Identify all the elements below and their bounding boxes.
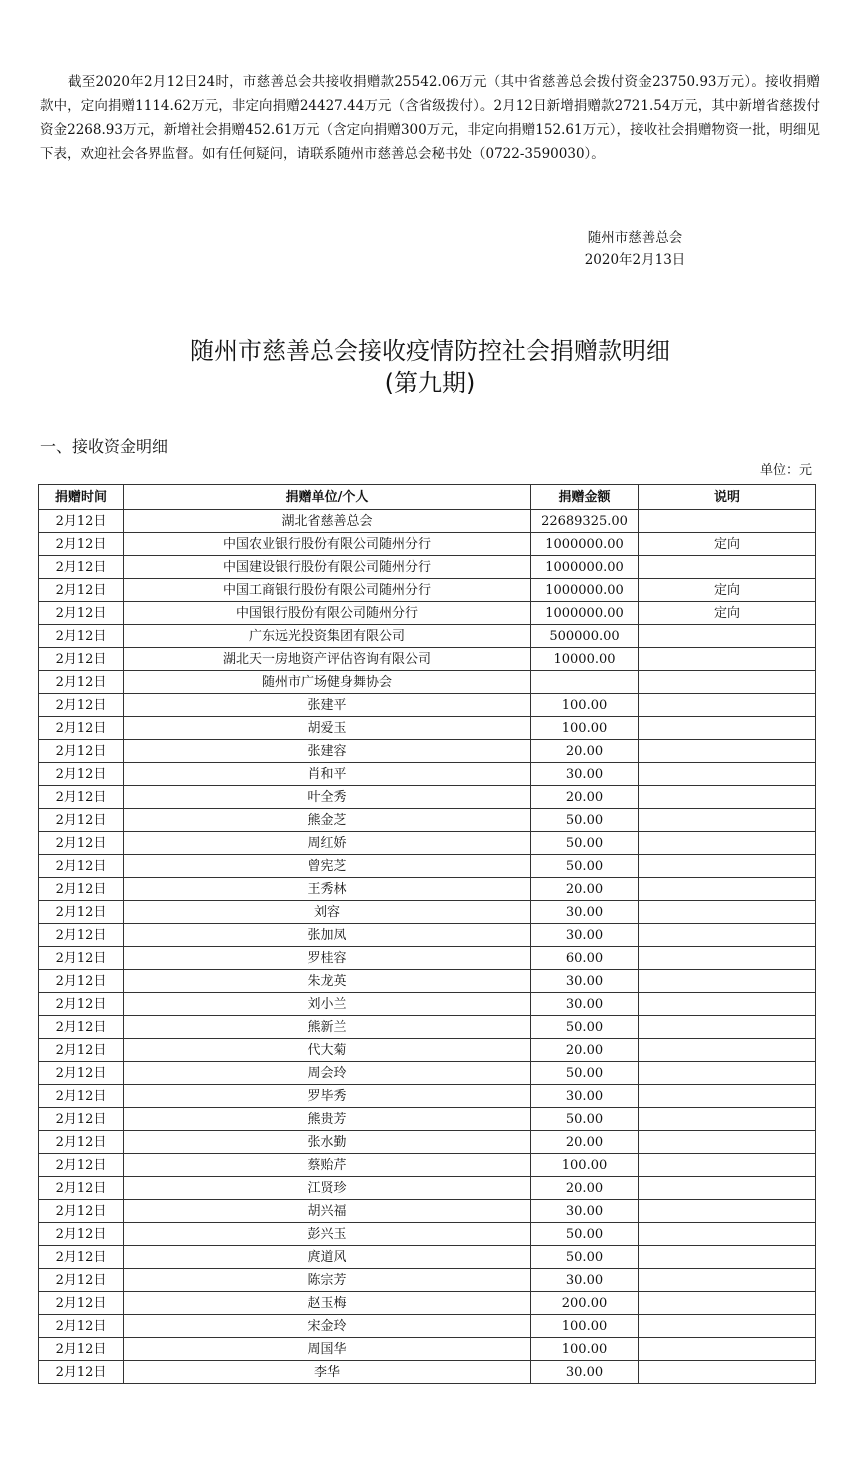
table-row bbox=[39, 1154, 816, 1177]
cell-amount: 50.00 bbox=[531, 1062, 639, 1085]
cell-note bbox=[639, 1338, 816, 1361]
cell-time: 2月12日 bbox=[39, 1223, 124, 1246]
table-row bbox=[39, 1016, 816, 1039]
cell-note bbox=[639, 1039, 816, 1062]
cell-amount: 50.00 bbox=[531, 1108, 639, 1131]
table-row bbox=[39, 1338, 816, 1361]
notice-paragraph: 截至2020年2月12日24时，市慈善总会共接收捐赠款25542.06万元（其中省慈善总会拨付资金23750.93万元）。接收捐赠款中，定向捐赠1114.62万元，非定向捐赠24427.44万元（含省级拨付）。2月12日新增捐赠款2721.54万元，其中新增省慈拨付资金2268.93万元，新增社会捐赠452.61万元（含定向捐赠300万元，非定向捐赠152.61万元），接收社会捐赠物资一批，明细见下表，欢迎社会各界监督。如有任何疑问，请联系随州市慈善总会秘书处（0722-3590030）。 bbox=[40, 74, 820, 162]
cell-donor: 肖和平 bbox=[124, 763, 531, 786]
cell-donor: 胡兴福 bbox=[124, 1200, 531, 1223]
cell-note bbox=[639, 786, 816, 809]
cell-donor: 朱龙英 bbox=[124, 970, 531, 993]
cell-time: 2月12日 bbox=[39, 832, 124, 855]
cell-donor: 曾宪芝 bbox=[124, 855, 531, 878]
cell-amount: 100.00 bbox=[531, 717, 639, 740]
cell-donor: 中国农业银行股份有限公司随州分行 bbox=[124, 533, 531, 556]
table-row bbox=[39, 855, 816, 878]
cell-donor: 湖北天一房地资产评估咨询有限公司 bbox=[124, 648, 531, 671]
table-row bbox=[39, 786, 816, 809]
cell-donor: 张建容 bbox=[124, 740, 531, 763]
cell-time: 2月12日 bbox=[39, 1315, 124, 1338]
cell-time: 2月12日 bbox=[39, 1361, 124, 1384]
cell-donor: 张水勤 bbox=[124, 1131, 531, 1154]
cell-note bbox=[639, 924, 816, 947]
cell-donor: 熊贵芳 bbox=[124, 1108, 531, 1131]
cell-note bbox=[639, 993, 816, 1016]
cell-note bbox=[639, 1016, 816, 1039]
cell-amount: 30.00 bbox=[531, 1361, 639, 1384]
cell-amount: 30.00 bbox=[531, 924, 639, 947]
cell-donor: 刘容 bbox=[124, 901, 531, 924]
table-row bbox=[39, 1292, 816, 1315]
table-row bbox=[39, 1039, 816, 1062]
cell-time: 2月12日 bbox=[39, 1338, 124, 1361]
cell-note bbox=[639, 1200, 816, 1223]
table-row bbox=[39, 1177, 816, 1200]
table-row bbox=[39, 717, 816, 740]
cell-amount: 50.00 bbox=[531, 855, 639, 878]
cell-amount: 100.00 bbox=[531, 1154, 639, 1177]
cell-donor: 庹道风 bbox=[124, 1246, 531, 1269]
cell-donor: 周国华 bbox=[124, 1338, 531, 1361]
table-row bbox=[39, 579, 816, 602]
cell-donor: 蔡贻芹 bbox=[124, 1154, 531, 1177]
cell-donor: 彭兴玉 bbox=[124, 1223, 531, 1246]
cell-note bbox=[639, 625, 816, 648]
cell-note bbox=[639, 1315, 816, 1338]
table-row bbox=[39, 1315, 816, 1338]
cell-note bbox=[639, 556, 816, 579]
cell-time: 2月12日 bbox=[39, 648, 124, 671]
cell-amount: 20.00 bbox=[531, 1039, 639, 1062]
cell-donor: 代大菊 bbox=[124, 1039, 531, 1062]
cell-donor: 中国工商银行股份有限公司随州分行 bbox=[124, 579, 531, 602]
table-row bbox=[39, 993, 816, 1016]
cell-donor: 张加凤 bbox=[124, 924, 531, 947]
cell-note bbox=[639, 878, 816, 901]
header-note: 说明 bbox=[639, 485, 816, 510]
cell-amount: 50.00 bbox=[531, 1016, 639, 1039]
cell-donor: 熊新兰 bbox=[124, 1016, 531, 1039]
table-row bbox=[39, 556, 816, 579]
cell-note bbox=[639, 763, 816, 786]
cell-time: 2月12日 bbox=[39, 1177, 124, 1200]
cell-donor: 陈宗芳 bbox=[124, 1269, 531, 1292]
cell-time: 2月12日 bbox=[39, 533, 124, 556]
cell-donor: 周红娇 bbox=[124, 832, 531, 855]
table-row bbox=[39, 1361, 816, 1384]
cell-note bbox=[639, 1361, 816, 1384]
cell-note bbox=[639, 1131, 816, 1154]
cell-amount: 30.00 bbox=[531, 970, 639, 993]
cell-amount: 20.00 bbox=[531, 786, 639, 809]
cell-time: 2月12日 bbox=[39, 1085, 124, 1108]
header-amount: 捐赠金额 bbox=[531, 485, 639, 510]
donation-table bbox=[38, 484, 816, 1384]
cell-amount: 60.00 bbox=[531, 947, 639, 970]
cell-donor: 罗桂容 bbox=[124, 947, 531, 970]
cell-time: 2月12日 bbox=[39, 786, 124, 809]
cell-amount: 30.00 bbox=[531, 763, 639, 786]
cell-amount: 500000.00 bbox=[531, 625, 639, 648]
cell-note bbox=[639, 809, 816, 832]
cell-time: 2月12日 bbox=[39, 924, 124, 947]
cell-amount: 20.00 bbox=[531, 878, 639, 901]
cell-donor: 胡爱玉 bbox=[124, 717, 531, 740]
cell-donor: 张建平 bbox=[124, 694, 531, 717]
cell-donor: 中国建设银行股份有限公司随州分行 bbox=[124, 556, 531, 579]
cell-amount: 22689325.00 bbox=[531, 510, 639, 533]
table-row bbox=[39, 878, 816, 901]
cell-amount: 30.00 bbox=[531, 1269, 639, 1292]
cell-donor: 湖北省慈善总会 bbox=[124, 510, 531, 533]
cell-amount: 30.00 bbox=[531, 1200, 639, 1223]
table-row bbox=[39, 1085, 816, 1108]
cell-note bbox=[639, 1085, 816, 1108]
cell-note bbox=[639, 1223, 816, 1246]
cell-amount: 30.00 bbox=[531, 1085, 639, 1108]
table-row bbox=[39, 947, 816, 970]
cell-note bbox=[639, 855, 816, 878]
cell-amount bbox=[531, 671, 639, 694]
cell-time: 2月12日 bbox=[39, 717, 124, 740]
cell-donor: 江贤珍 bbox=[124, 1177, 531, 1200]
cell-time: 2月12日 bbox=[39, 1292, 124, 1315]
table-row bbox=[39, 809, 816, 832]
cell-donor: 宋金玲 bbox=[124, 1315, 531, 1338]
table-row bbox=[39, 970, 816, 993]
cell-time: 2月12日 bbox=[39, 763, 124, 786]
cell-amount: 50.00 bbox=[531, 832, 639, 855]
table-header-row bbox=[39, 485, 816, 510]
cell-amount: 200.00 bbox=[531, 1292, 639, 1315]
cell-time: 2月12日 bbox=[39, 1016, 124, 1039]
table-row bbox=[39, 901, 816, 924]
cell-time: 2月12日 bbox=[39, 625, 124, 648]
cell-amount: 1000000.00 bbox=[531, 533, 639, 556]
cell-note bbox=[639, 1108, 816, 1131]
section-title: 一、接收资金明细 bbox=[40, 437, 169, 456]
header-time: 捐赠时间 bbox=[39, 485, 124, 510]
issue-number: (第九期) bbox=[384, 369, 476, 397]
cell-amount: 30.00 bbox=[531, 993, 639, 1016]
table-row bbox=[39, 1200, 816, 1223]
cell-note bbox=[639, 947, 816, 970]
notice-date: 2020年2月13日 bbox=[584, 252, 686, 268]
signer-organization: 随州市慈善总会 bbox=[587, 230, 683, 246]
table-row bbox=[39, 1062, 816, 1085]
cell-time: 2月12日 bbox=[39, 1200, 124, 1223]
cell-time: 2月12日 bbox=[39, 1269, 124, 1292]
table-row bbox=[39, 671, 816, 694]
cell-time: 2月12日 bbox=[39, 809, 124, 832]
table-row bbox=[39, 740, 816, 763]
table-row bbox=[39, 924, 816, 947]
cell-amount: 100.00 bbox=[531, 694, 639, 717]
cell-amount: 20.00 bbox=[531, 740, 639, 763]
cell-donor: 赵玉梅 bbox=[124, 1292, 531, 1315]
cell-time: 2月12日 bbox=[39, 878, 124, 901]
cell-note bbox=[639, 648, 816, 671]
cell-time: 2月12日 bbox=[39, 1154, 124, 1177]
cell-note bbox=[639, 510, 816, 533]
cell-time: 2月12日 bbox=[39, 1062, 124, 1085]
cell-time: 2月12日 bbox=[39, 1108, 124, 1131]
cell-note: 定向 bbox=[639, 602, 816, 625]
cell-note: 定向 bbox=[639, 579, 816, 602]
cell-donor: 周会玲 bbox=[124, 1062, 531, 1085]
cell-amount: 100.00 bbox=[531, 1338, 639, 1361]
table-row bbox=[39, 533, 816, 556]
header-donor: 捐赠单位/个人 bbox=[124, 485, 531, 510]
cell-note bbox=[639, 694, 816, 717]
cell-note bbox=[639, 1292, 816, 1315]
cell-amount: 1000000.00 bbox=[531, 556, 639, 579]
table-row bbox=[39, 648, 816, 671]
cell-amount: 50.00 bbox=[531, 1246, 639, 1269]
table-row bbox=[39, 1269, 816, 1292]
cell-donor: 叶全秀 bbox=[124, 786, 531, 809]
cell-note bbox=[639, 901, 816, 924]
cell-time: 2月12日 bbox=[39, 1131, 124, 1154]
cell-time: 2月12日 bbox=[39, 947, 124, 970]
cell-note bbox=[639, 671, 816, 694]
cell-amount: 50.00 bbox=[531, 809, 639, 832]
table-row bbox=[39, 832, 816, 855]
cell-note bbox=[639, 832, 816, 855]
table-row bbox=[39, 625, 816, 648]
table-row bbox=[39, 694, 816, 717]
cell-amount: 20.00 bbox=[531, 1131, 639, 1154]
cell-note bbox=[639, 1062, 816, 1085]
table-row bbox=[39, 602, 816, 625]
cell-donor: 王秀林 bbox=[124, 878, 531, 901]
cell-note bbox=[639, 1177, 816, 1200]
cell-time: 2月12日 bbox=[39, 579, 124, 602]
table-row bbox=[39, 510, 816, 533]
page-title: 随州市慈善总会接收疫情防控社会捐赠款明细 bbox=[190, 337, 670, 365]
table-row bbox=[39, 1223, 816, 1246]
cell-time: 2月12日 bbox=[39, 1039, 124, 1062]
cell-amount: 1000000.00 bbox=[531, 602, 639, 625]
cell-time: 2月12日 bbox=[39, 556, 124, 579]
table-row bbox=[39, 1246, 816, 1269]
table-row bbox=[39, 1131, 816, 1154]
cell-time: 2月12日 bbox=[39, 993, 124, 1016]
cell-note bbox=[639, 1154, 816, 1177]
cell-donor: 罗毕秀 bbox=[124, 1085, 531, 1108]
table-row bbox=[39, 763, 816, 786]
cell-amount: 100.00 bbox=[531, 1315, 639, 1338]
cell-note bbox=[639, 1246, 816, 1269]
cell-amount: 50.00 bbox=[531, 1223, 639, 1246]
cell-note bbox=[639, 1269, 816, 1292]
cell-amount: 10000.00 bbox=[531, 648, 639, 671]
cell-time: 2月12日 bbox=[39, 510, 124, 533]
cell-time: 2月12日 bbox=[39, 602, 124, 625]
cell-donor: 随州市广场健身舞协会 bbox=[124, 671, 531, 694]
cell-donor: 李华 bbox=[124, 1361, 531, 1384]
cell-note bbox=[639, 970, 816, 993]
cell-time: 2月12日 bbox=[39, 671, 124, 694]
cell-time: 2月12日 bbox=[39, 1246, 124, 1269]
cell-note bbox=[639, 717, 816, 740]
cell-amount: 20.00 bbox=[531, 1177, 639, 1200]
cell-donor: 刘小兰 bbox=[124, 993, 531, 1016]
cell-time: 2月12日 bbox=[39, 901, 124, 924]
unit-label: 单位：元 bbox=[759, 463, 812, 478]
table-body bbox=[39, 510, 816, 1384]
cell-time: 2月12日 bbox=[39, 855, 124, 878]
cell-donor: 广东远光投资集团有限公司 bbox=[124, 625, 531, 648]
cell-note: 定向 bbox=[639, 533, 816, 556]
cell-amount: 30.00 bbox=[531, 901, 639, 924]
table-row bbox=[39, 1108, 816, 1131]
cell-time: 2月12日 bbox=[39, 740, 124, 763]
cell-time: 2月12日 bbox=[39, 970, 124, 993]
cell-amount: 1000000.00 bbox=[531, 579, 639, 602]
cell-donor: 熊金芝 bbox=[124, 809, 531, 832]
cell-note bbox=[639, 740, 816, 763]
cell-donor: 中国银行股份有限公司随州分行 bbox=[124, 602, 531, 625]
cell-time: 2月12日 bbox=[39, 694, 124, 717]
